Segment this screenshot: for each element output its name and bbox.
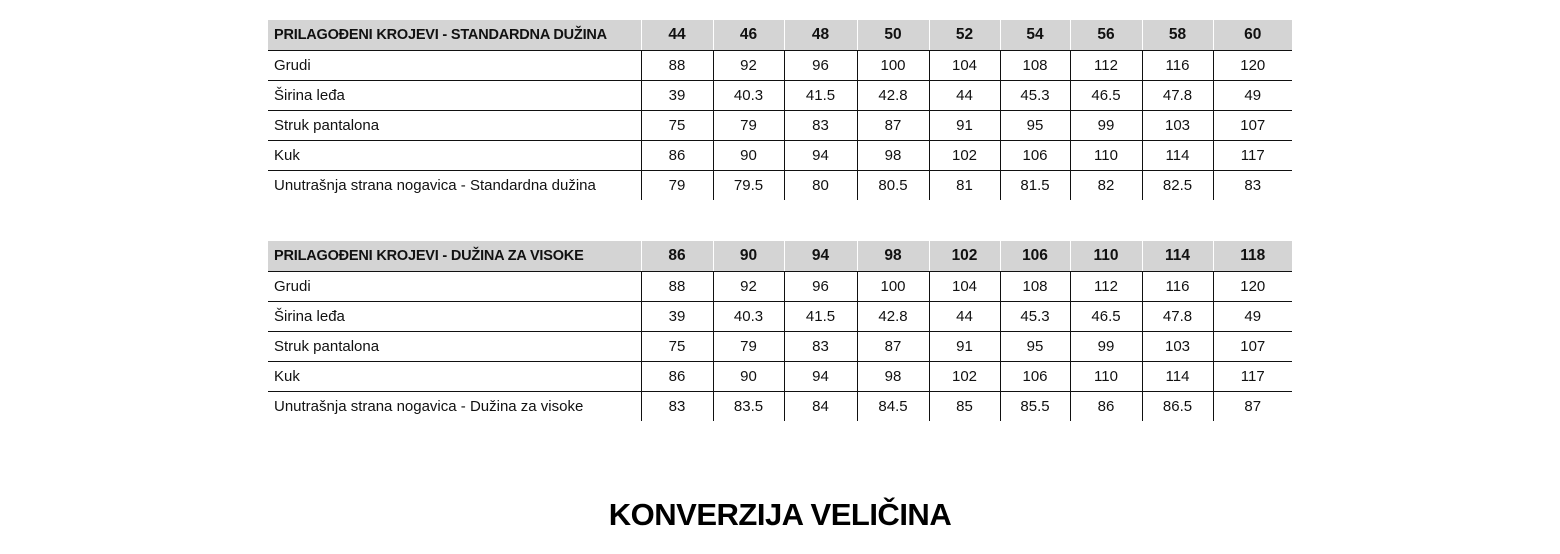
table-cell: 81 (929, 170, 1000, 200)
table-cell: 83 (784, 110, 857, 140)
size-conversion-heading: KONVERZIJA VELIČINA (608, 497, 952, 532)
table-cell: 95 (1000, 110, 1070, 140)
table-cell: 88 (641, 50, 713, 80)
size-header: 54 (1000, 20, 1070, 50)
table-cell: 117 (1213, 361, 1292, 391)
table-cell: 81.5 (1000, 170, 1070, 200)
table-cell: 83 (641, 391, 713, 421)
table-cell: 41.5 (784, 80, 857, 110)
row-label: Struk pantalona (268, 331, 641, 361)
table-cell: 47.8 (1142, 80, 1213, 110)
table-cell: 98 (857, 361, 929, 391)
table-cell: 90 (713, 361, 784, 391)
table-cell: 91 (929, 110, 1000, 140)
table-cell: 83 (784, 331, 857, 361)
table-cell: 100 (857, 50, 929, 80)
table-cell: 40.3 (713, 301, 784, 331)
table-cell: 104 (929, 50, 1000, 80)
table-row (268, 331, 1292, 361)
size-header: 56 (1070, 20, 1142, 50)
size-header: 48 (784, 20, 857, 50)
table-cell: 91 (929, 331, 1000, 361)
table-cell: 87 (1213, 391, 1292, 421)
table-title: PRILAGOĐENI KROJEVI - STANDARDNA DUŽINA (268, 20, 641, 50)
table-cell: 42.8 (857, 301, 929, 331)
row-label: Grudi (268, 50, 641, 80)
table-cell: 79.5 (713, 170, 784, 200)
table-row (268, 110, 1292, 140)
table-row (268, 50, 1292, 80)
size-header: 98 (857, 241, 929, 271)
table-cell: 106 (1000, 361, 1070, 391)
table-cell: 86 (641, 140, 713, 170)
row-label: Struk pantalona (268, 110, 641, 140)
table-cell: 40.3 (713, 80, 784, 110)
table-cell: 98 (857, 140, 929, 170)
size-header: 94 (784, 241, 857, 271)
table-cell: 87 (857, 110, 929, 140)
table-cell: 94 (784, 140, 857, 170)
table-cell: 84.5 (857, 391, 929, 421)
table-cell: 116 (1142, 50, 1213, 80)
table-cell: 96 (784, 50, 857, 80)
table-row (268, 170, 1292, 200)
size-header: 52 (929, 20, 1000, 50)
table-cell: 99 (1070, 110, 1142, 140)
size-header: 58 (1142, 20, 1213, 50)
table-cell: 103 (1142, 331, 1213, 361)
size-table-tall-length (268, 241, 1292, 421)
table-cell: 85 (929, 391, 1000, 421)
table-cell: 112 (1070, 271, 1142, 301)
table-cell: 80.5 (857, 170, 929, 200)
size-header: 46 (713, 20, 784, 50)
table-cell: 96 (784, 271, 857, 301)
row-label: Unutrašnja strana nogavica - Dužina za visoke (274, 397, 584, 415)
table-cell: 84 (784, 391, 857, 421)
row-label: Grudi (268, 271, 641, 301)
size-header: 44 (641, 20, 713, 50)
table-header-row (268, 241, 1292, 271)
table-cell: 114 (1142, 361, 1213, 391)
size-header: 60 (1213, 20, 1292, 50)
table-cell: 41.5 (784, 301, 857, 331)
table-cell: 49 (1213, 301, 1292, 331)
table-cell: 44 (929, 301, 1000, 331)
table-cell: 46.5 (1070, 301, 1142, 331)
table-row (268, 391, 1292, 421)
table-cell: 42.8 (857, 80, 929, 110)
row-label: Unutrašnja strana nogavica - Standardna dužina (274, 176, 596, 194)
size-table-standard-length (268, 20, 1292, 200)
table-cell: 107 (1213, 110, 1292, 140)
table-cell: 82 (1070, 170, 1142, 200)
table-cell: 100 (857, 271, 929, 301)
table-cell: 108 (1000, 50, 1070, 80)
size-header: 110 (1070, 241, 1142, 271)
row-label: Kuk (268, 361, 641, 391)
table-cell: 86.5 (1142, 391, 1213, 421)
table-cell: 103 (1142, 110, 1213, 140)
table-cell: 116 (1142, 271, 1213, 301)
table-cell: 102 (929, 361, 1000, 391)
table-cell: 39 (641, 80, 713, 110)
table-cell: 107 (1213, 331, 1292, 361)
size-header: 118 (1213, 241, 1292, 271)
table-cell: 99 (1070, 331, 1142, 361)
table-cell: 120 (1213, 50, 1292, 80)
table-cell: 46.5 (1070, 80, 1142, 110)
table-cell: 102 (929, 140, 1000, 170)
table-row (268, 140, 1292, 170)
table-cell: 106 (1000, 140, 1070, 170)
table-cell: 79 (713, 110, 784, 140)
table-cell: 83 (1213, 170, 1292, 200)
table-cell: 39 (641, 301, 713, 331)
table-cell: 44 (929, 80, 1000, 110)
table-cell: 49 (1213, 80, 1292, 110)
table-cell: 92 (713, 50, 784, 80)
table-cell: 80 (784, 170, 857, 200)
table-cell: 86 (641, 361, 713, 391)
table-cell: 85.5 (1000, 391, 1070, 421)
table-cell: 92 (713, 271, 784, 301)
table-cell: 88 (641, 271, 713, 301)
size-header: 90 (713, 241, 784, 271)
table-cell: 45.3 (1000, 80, 1070, 110)
table-cell: 79 (641, 170, 713, 200)
table-cell: 75 (641, 331, 713, 361)
table-row (268, 361, 1292, 391)
table-cell: 75 (641, 110, 713, 140)
row-label: Širina leđa (268, 80, 641, 110)
size-header: 106 (1000, 241, 1070, 271)
table-cell: 120 (1213, 271, 1292, 301)
table-cell: 95 (1000, 331, 1070, 361)
table-cell: 47.8 (1142, 301, 1213, 331)
table-cell: 90 (713, 140, 784, 170)
table-row (268, 80, 1292, 110)
table-cell: 94 (784, 361, 857, 391)
row-label: Kuk (268, 140, 641, 170)
table-row (268, 271, 1292, 301)
table-cell: 79 (713, 331, 784, 361)
table-cell: 114 (1142, 140, 1213, 170)
table-cell: 104 (929, 271, 1000, 301)
table-cell: 108 (1000, 271, 1070, 301)
size-header: 86 (641, 241, 713, 271)
table-cell: 112 (1070, 50, 1142, 80)
table-title: PRILAGOĐENI KROJEVI - DUŽINA ZA VISOKE (268, 241, 641, 271)
table-cell: 45.3 (1000, 301, 1070, 331)
row-label: Širina leđa (268, 301, 641, 331)
size-header: 102 (929, 241, 1000, 271)
table-cell: 87 (857, 331, 929, 361)
table-cell: 86 (1070, 391, 1142, 421)
table-header-row (268, 20, 1292, 50)
table-cell: 110 (1070, 361, 1142, 391)
table-cell: 117 (1213, 140, 1292, 170)
size-header: 114 (1142, 241, 1213, 271)
table-cell: 110 (1070, 140, 1142, 170)
table-row (268, 301, 1292, 331)
table-cell: 83.5 (713, 391, 784, 421)
size-header: 50 (857, 20, 929, 50)
table-cell: 82.5 (1142, 170, 1213, 200)
